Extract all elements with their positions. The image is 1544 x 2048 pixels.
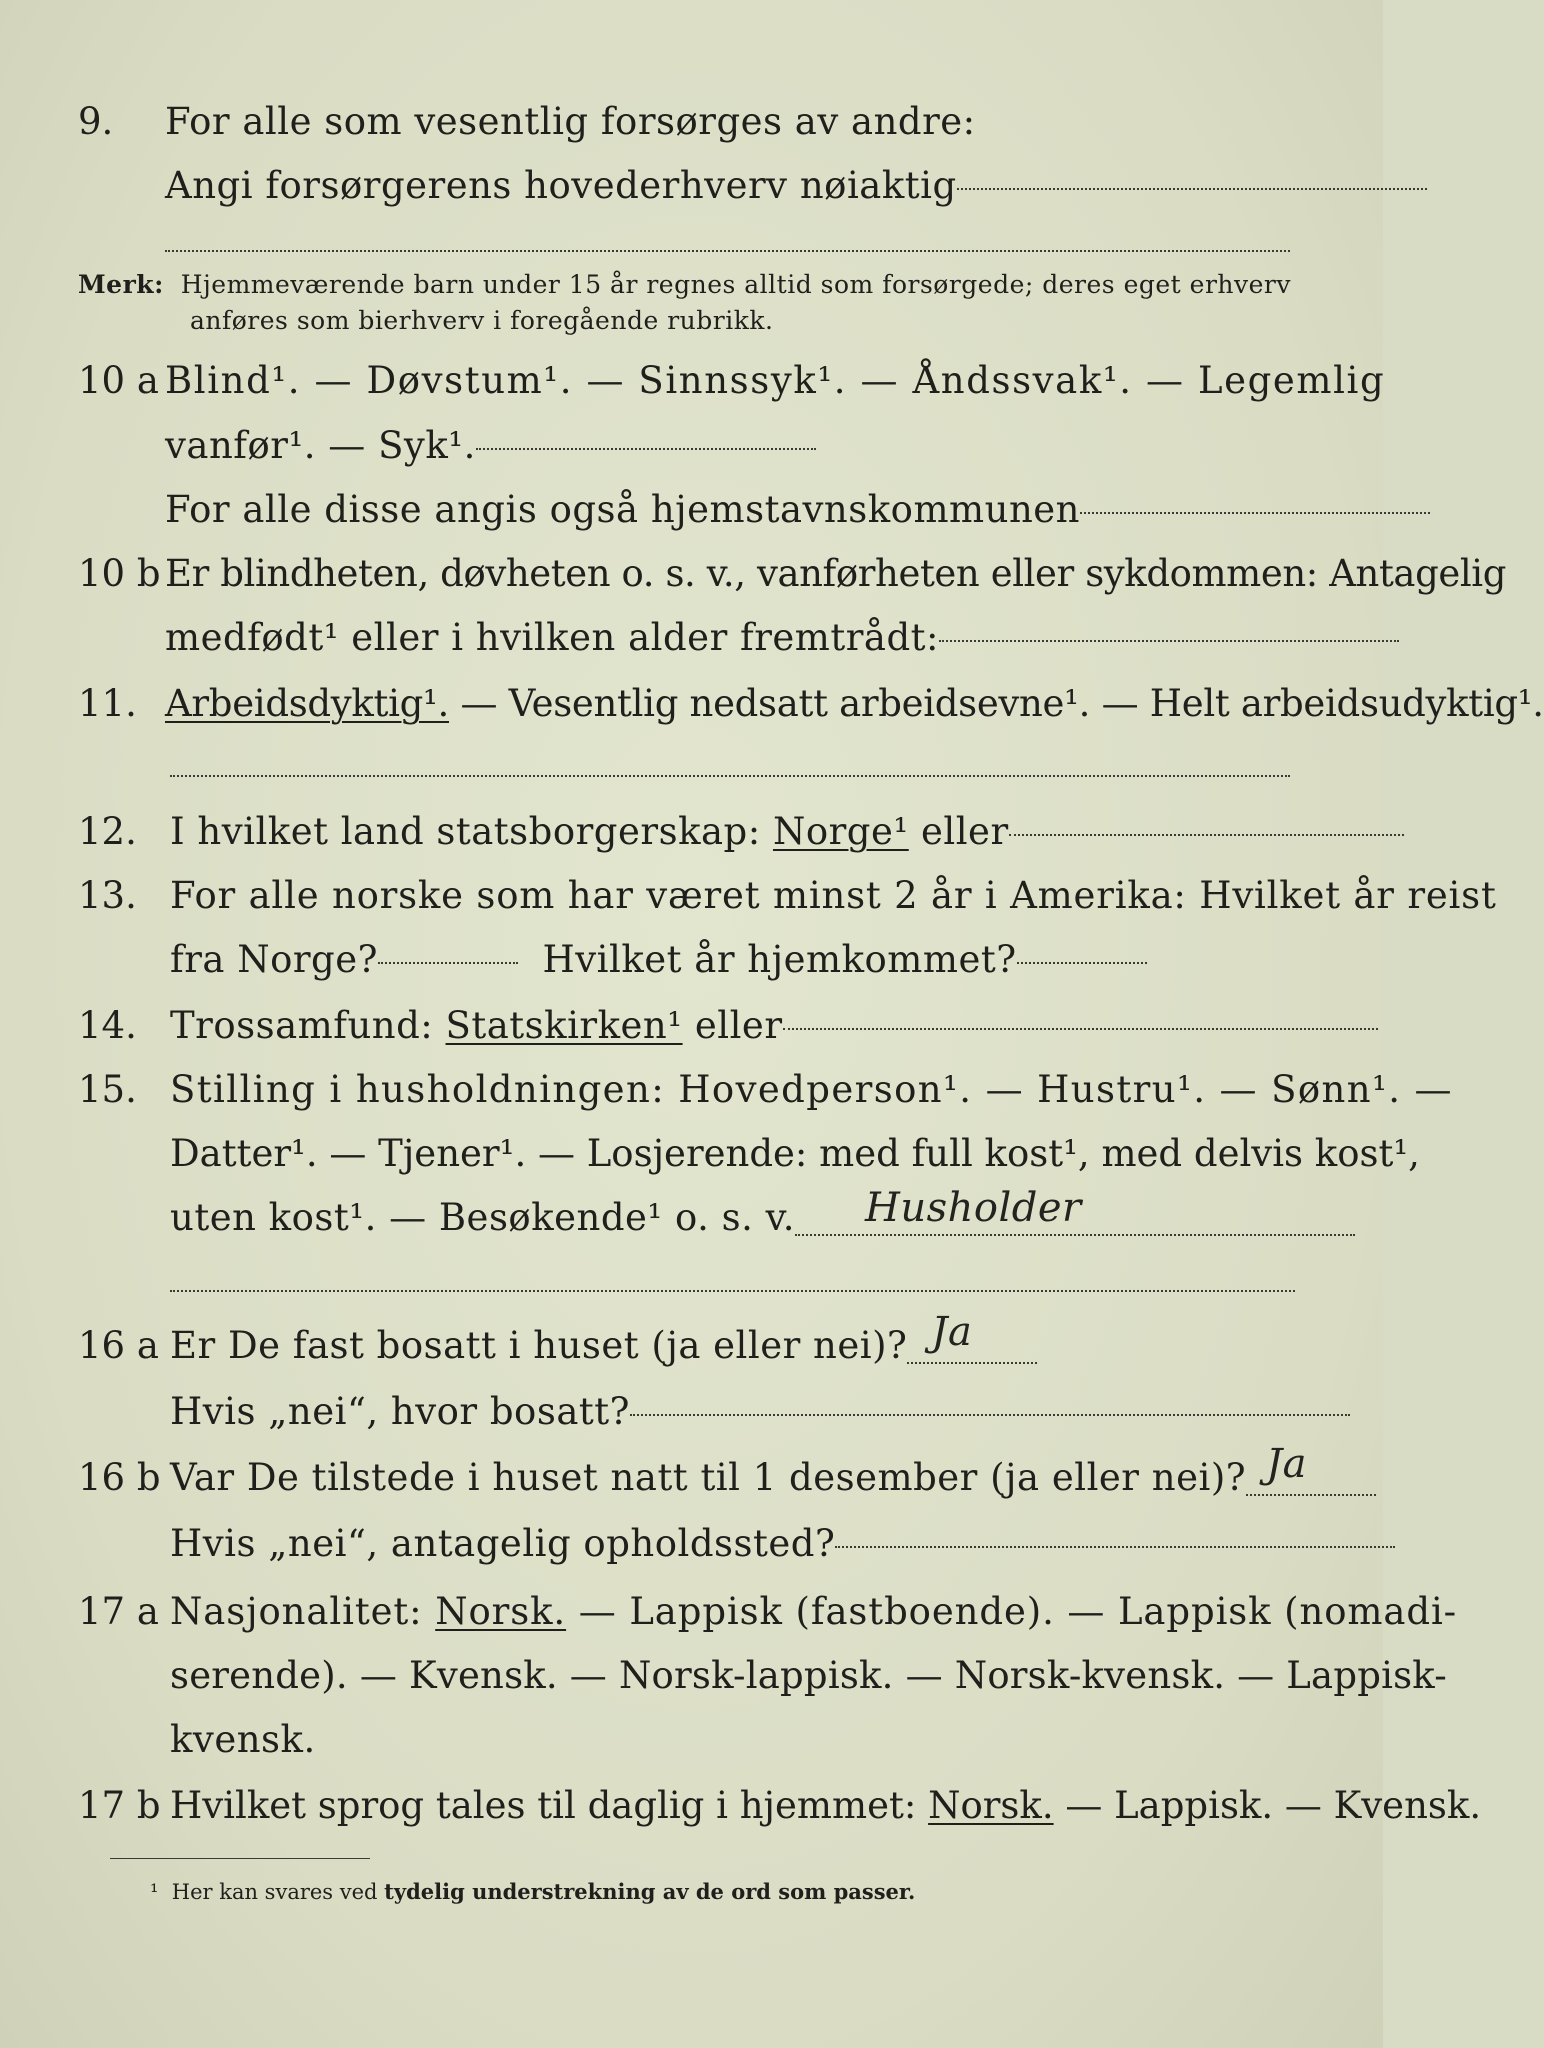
question-11-number: 11. — [78, 682, 137, 725]
answer-line — [476, 447, 816, 450]
question-10a-text-3 — [165, 486, 1430, 534]
question-16b-location-label: Hvis „nei“, antagelig opholdssted? — [170, 1522, 836, 1565]
question-12-label: I hvilket land statsborgerskap: — [170, 810, 773, 853]
question-12-text — [170, 808, 1404, 856]
footnote-mark: ¹ — [150, 1880, 159, 1904]
answer-line — [1246, 1441, 1376, 1496]
question-9-provider-label: Angi forsørgerens hovederhverv nøiaktig — [165, 164, 957, 207]
question-14-text — [170, 1002, 1378, 1050]
question-9-number: 9. — [78, 100, 114, 143]
question-10b-number: 10 b — [78, 552, 161, 595]
question-17a-text-3: kvensk. — [170, 1718, 316, 1761]
question-12-or: eller — [908, 810, 1009, 853]
answer-line — [783, 1027, 1378, 1030]
question-13-text-2 — [170, 936, 1147, 984]
note-line-1 — [78, 268, 1291, 302]
question-11-text — [165, 680, 1544, 728]
answer-line — [1009, 833, 1404, 836]
answer-line — [378, 961, 518, 964]
question-11-selected-option: Arbeidsdyktig¹. — [165, 682, 449, 725]
handwritten-answer: Ja — [931, 1309, 973, 1355]
question-14-selected-option: Statskirken¹ — [445, 1004, 683, 1047]
question-17b-text — [170, 1782, 1481, 1830]
question-16b-label: Var De tilstede i huset natt til 1 desember (ja eller nei)? — [170, 1456, 1247, 1499]
question-14-number: 14. — [78, 1004, 137, 1047]
question-17b-label: Hvilket sprog tales til daglig i hjemmet: — [170, 1784, 929, 1827]
handwritten-answer: Ja — [1266, 1441, 1307, 1487]
question-12-selected-option: Norge¹ — [772, 810, 909, 853]
note-line-2: anføres som bierhverv i foregående rubrikk. — [190, 306, 774, 335]
question-14-label: Trossamfund: — [170, 1004, 446, 1047]
answer-line — [1080, 511, 1430, 514]
answer-line — [165, 250, 1290, 252]
question-17a-selected-option: Norsk. — [435, 1590, 567, 1633]
question-15-text: Stilling i husholdningen: Hovedperson¹. — Hustru¹. — Sønn¹. — — [170, 1068, 1453, 1111]
question-10a-text-2 — [165, 422, 816, 470]
question-12-number: 12. — [78, 810, 137, 853]
answer-line — [907, 1309, 1037, 1364]
question-15-number: 15. — [78, 1068, 137, 1111]
question-17a-number: 17 a — [78, 1590, 159, 1633]
note-label: Merk: — [78, 270, 164, 299]
answer-line — [630, 1413, 1350, 1416]
question-10a-number: 10 a — [78, 359, 159, 402]
question-16a-residence-label: Hvis „nei“, hvor bosatt? — [170, 1390, 630, 1433]
question-16a-text — [170, 1309, 1037, 1370]
answer-line — [835, 1545, 1395, 1548]
answer-line — [1017, 961, 1147, 964]
question-10b-text-2 — [165, 614, 1399, 662]
question-17a-text-2: serende). — Kvensk. — Norsk-lappisk. — Norsk-kvensk. — Lappisk- — [170, 1654, 1447, 1697]
question-16b-number: 16 b — [78, 1456, 161, 1499]
question-15-text-3 — [170, 1185, 1355, 1242]
question-13-number: 13. — [78, 874, 137, 917]
question-17a-label: Nasjonalitet: — [170, 1590, 436, 1633]
question-17a-text — [170, 1588, 1457, 1636]
question-9-text-2 — [165, 162, 1427, 210]
question-9-text: For alle som vesentlig forsørges av andre: — [165, 100, 976, 143]
question-15-visitor-label: uten kost¹. — Besøkende¹ o. s. v. — [170, 1196, 795, 1239]
question-10b-text: Er blindheten, døvheten o. s. v., vanførheten eller sykdommen: Antagelig — [165, 552, 1507, 595]
answer-line — [170, 1290, 1295, 1292]
question-10b-age-label: medfødt¹ eller i hvilken alder fremtrådt: — [165, 616, 940, 659]
answer-line — [170, 775, 1290, 777]
question-17b-number: 17 b — [78, 1784, 161, 1827]
question-16b-text — [170, 1441, 1376, 1502]
question-11-other-options: — Vesentlig nedsatt arbeidsevne¹. — Helt arbeidsudyktig¹. — [449, 682, 1544, 725]
answer-line — [957, 187, 1427, 190]
answer-line — [939, 639, 1399, 642]
question-14-or: eller — [682, 1004, 783, 1047]
footnote-emphasis: tydelig understrekning av de ord som passer. — [384, 1879, 916, 1904]
footnote-text: Her kan svares ved — [171, 1880, 385, 1904]
question-10a-municipality-label: For alle disse angis også hjemstavnskommunen — [165, 488, 1081, 531]
note-text: Hjemmeværende barn under 15 år regnes alltid som forsørgede; deres eget erhverv — [180, 270, 1291, 299]
answer-line — [795, 1185, 1355, 1236]
handwritten-answer: Husholder — [864, 1185, 1082, 1231]
question-16b-text-2 — [170, 1520, 1395, 1568]
question-13-text: For alle norske som har været minst 2 år i Amerika: Hvilket år reist — [170, 874, 1497, 917]
question-16a-number: 16 a — [78, 1324, 159, 1367]
question-13-return-label: Hvilket år hjemkommet? — [542, 938, 1017, 981]
question-15-text-2: Datter¹. — Tjener¹. — Losjerende: med full kost¹, med delvis kost¹, — [170, 1132, 1420, 1175]
question-10a-text: Blind¹. — Døvstum¹. — Sinnssyk¹. — Åndssvak¹. — Legemlig — [165, 359, 1386, 402]
footnote — [150, 1878, 915, 1906]
question-10a-options: vanfør¹. — Syk¹. — [165, 424, 476, 467]
question-17a-other-options: — Lappisk (fastboende). — Lappisk (nomadi- — [566, 1590, 1458, 1633]
question-13-departure-label: fra Norge? — [170, 938, 378, 981]
question-16a-label: Er De fast bosatt i huset (ja eller nei)? — [170, 1324, 908, 1367]
question-16a-text-2 — [170, 1388, 1350, 1436]
question-17b-other-options: — Lappisk. — Kvensk. — [1053, 1784, 1482, 1827]
footnote-divider — [110, 1858, 370, 1859]
question-17b-selected-option: Norsk. — [928, 1784, 1054, 1827]
